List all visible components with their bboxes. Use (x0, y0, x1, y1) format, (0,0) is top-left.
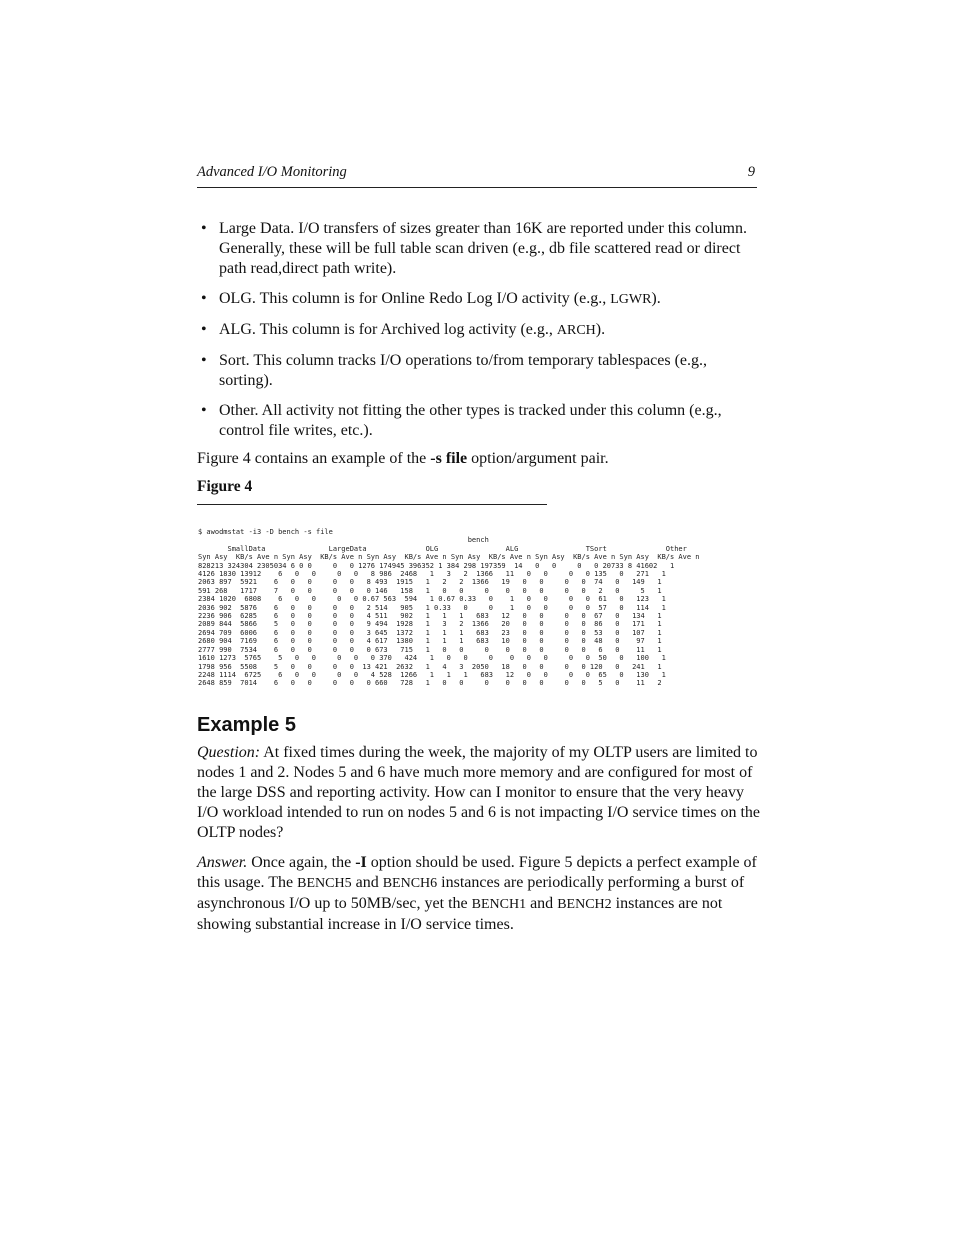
page-header (197, 163, 757, 188)
answer-paragraph: Answer. Once again, the -I option should be used. Figure 5 depicts a perfect example of this usage. The BENCH5 and BENCH6 instances are periodically performing a burst of asynchronous I/O up to 50MB/sec, yet the BENCH1 and BENCH2 instances are not showing substantial increase in I/O service times. (197, 854, 757, 933)
terminal-line: 2680 904 7169 6 0 0 0 0 4 617 1380 1 1 1 683 10 0 0 0 0 48 0 97 1 (198, 637, 662, 646)
terminal-line: 4126 1830 13912 6 0 0 0 0 8 986 2468 1 3 2 1366 11 0 0 0 0 135 0 271 1 (198, 570, 666, 579)
bullet-icon: • (201, 220, 207, 237)
figure-intro-paragraph: Figure 4 contains an example of the -s file option/argument pair. (197, 450, 609, 467)
terminal-line: 2089 844 5866 5 0 0 0 0 9 494 1928 1 3 2 1366 20 0 0 0 0 86 0 171 1 (198, 620, 662, 629)
figure-label: Figure 4 (197, 478, 253, 495)
terminal-line: 2777 990 7534 6 0 0 0 0 0 673 715 1 0 0 0 0 0 0 0 0 6 0 11 1 (198, 645, 662, 654)
question-paragraph: Question: At fixed times during the week, the majority of my OLTP users are limited to nodes 1 and 2. Nodes 5 and 6 have much more memory and are configured for most of the large DSS and reporting activity. How can I monitor to ensure that the very heavy I/O workload intended to run on nodes 5 and 6 is not impacting I/O service times on the OLTP nodes? (197, 744, 760, 841)
bullet-icon: • (201, 352, 207, 369)
figure-rule (197, 504, 547, 505)
terminal-line: 2063 897 5921 6 0 0 0 0 8 493 1915 1 2 2 1366 19 0 0 0 0 74 0 149 1 (198, 578, 662, 587)
bullet-icon: • (201, 321, 207, 338)
list-item: • ALG. This column is for Archived log activity (e.g., ARCH). (201, 321, 606, 338)
terminal-line: 2248 1114 6725 6 0 0 0 0 4 528 1266 1 1 1 683 12 0 0 0 0 65 0 130 1 (198, 670, 666, 679)
column-description-list (197, 219, 762, 451)
terminal-line: 1610 1273 5765 5 0 0 0 0 0 370 424 1 0 0 0 0 0 0 0 0 50 0 100 1 (198, 654, 666, 663)
terminal-line: 591 268 1717 7 0 0 0 0 0 146 158 1 0 0 0 0 0 0 0 0 2 0 5 1 (198, 586, 662, 595)
list-item: • Large Data. I/O transfers of sizes greater than 16K are reported under this column. Generally, these will be full table scan driven (e.g., db file scattered read or direct path read,direct path write). (201, 220, 747, 277)
running-head: Advanced I/O Monitoring (197, 164, 347, 180)
terminal-line: bench (198, 536, 489, 545)
list-item: • Other. All activity not fitting the other types is tracked under this column (e.g., control file writes, etc.). (201, 402, 722, 439)
bullet-icon: • (201, 290, 207, 307)
page-number: 9 (747, 164, 755, 180)
terminal-line: $ awodmstat -i3 -D bench -s file (198, 528, 333, 536)
terminal-line: 2384 1020 6808 6 0 0 0 0 0.67 563 594 1 0.67 0.33 0 1 0 0 0 0 61 0 123 1 (198, 595, 666, 604)
terminal-output (198, 528, 823, 688)
terminal-line: 2036 902 5876 6 0 0 0 0 2 514 905 1 0.33 0 0 1 0 0 0 0 57 0 114 1 (198, 603, 666, 612)
terminal-line: 2694 709 6006 6 0 0 0 0 3 645 1372 1 1 1 683 23 0 0 0 0 53 0 107 1 (198, 628, 662, 637)
bullet-icon: • (201, 402, 207, 419)
terminal-line: 2236 906 6285 6 0 0 0 0 4 511 902 1 1 1 683 12 0 0 0 0 67 0 134 1 (198, 612, 662, 621)
terminal-line: 2648 859 7014 6 0 0 0 0 0 660 728 1 0 0 0 0 0 0 0 0 5 0 11 2 (198, 679, 662, 688)
terminal-line: Syn Asy KB/s Ave n Syn Asy KB/s Ave n Syn Asy KB/s Ave n Syn Asy KB/s Ave n Syn Asy KB/s Ave n Syn Asy KB/s Ave n (198, 553, 700, 562)
section-title: Example 5 (197, 714, 296, 736)
terminal-line: 828213 324304 2305034 6 0 0 0 0 1276 174945 396352 1 384 298 197359 14 0 0 0 0 20733 8 41602 1 (198, 561, 675, 570)
list-item: • Sort. This column tracks I/O operations to/from temporary tablespaces (e.g., sorting). (201, 352, 708, 389)
list-item: • OLG. This column is for Online Redo Log I/O activity (e.g., LGWR). (201, 290, 661, 307)
terminal-line: SmallData LargeData OLG ALG TSort Other (198, 544, 687, 553)
terminal-line: 1798 956 5508 5 0 0 0 0 13 421 2632 1 4 3 2050 18 0 0 0 0 120 0 241 1 (198, 662, 662, 671)
